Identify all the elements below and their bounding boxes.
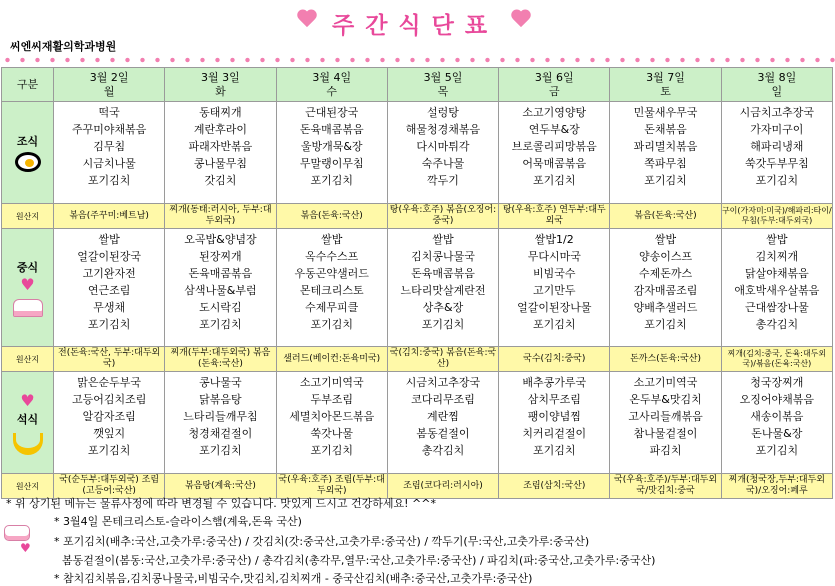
menu-cell — [387, 229, 498, 347]
menu-item: 해파리냉채 — [750, 140, 804, 153]
menu-item: 시금치고추장국 — [405, 376, 481, 389]
menu-cell — [610, 102, 721, 204]
meal-label-cell — [2, 102, 54, 204]
menu-item: 근대된장국 — [305, 106, 359, 119]
menu-item: 주꾸미야채볶음 — [71, 123, 147, 136]
origin-cell: 볶음탕(계육:국산) — [165, 474, 276, 499]
menu-item: 숙주나물 — [421, 157, 465, 170]
menu-item: 연두부&장 — [528, 123, 580, 136]
menu-item: 무생채 — [93, 301, 126, 314]
origin-cell: 찌개(두부:대두외국) 볶음(돈육:국산) — [165, 347, 276, 372]
menu-item: 새송이볶음 — [750, 410, 804, 423]
menu-item: 고등어김치조림 — [71, 393, 147, 406]
menu-item: 쌀밥 — [321, 233, 343, 246]
day-header — [610, 68, 721, 102]
origin-cell: 구이(가자미:미국)/해파리:타이/무침(두부:대두외국) — [721, 204, 832, 229]
menu-cell — [387, 372, 498, 474]
menu-item: 알감자조림 — [82, 410, 136, 423]
origin-cell: 탕(우육:호주) 연두부:대두외국 — [499, 204, 610, 229]
day-date: 3월 3일 — [201, 70, 240, 84]
meal-row — [2, 102, 833, 204]
menu-item: 배추콩가루국 — [522, 376, 587, 389]
menu-item: 시금치고추장국 — [739, 106, 815, 119]
menu-item: 쌀밥 — [766, 233, 788, 246]
menu-item: 민물새우무국 — [633, 106, 698, 119]
menu-item: 해물청경채볶음 — [405, 123, 481, 136]
menu-cell — [610, 372, 721, 474]
note-line: * 참치김치볶음,김치콩나물국,비빔국수,맛김치,김치찌개 - 중국산김치(배추:중국산,고춧가루:중국산) — [54, 572, 533, 585]
menu-item: 포기김치 — [199, 318, 242, 331]
menu-item: 동태찌개 — [199, 106, 242, 119]
meal-label-cell — [2, 229, 54, 347]
menu-item: 옥수수스프 — [305, 250, 359, 263]
menu-cell — [387, 102, 498, 204]
origin-label: 원산지 — [2, 474, 54, 499]
menu-item: 소고기미역국 — [299, 376, 364, 389]
menu-item: 콩나물무침 — [193, 157, 247, 170]
menu-item: 수제돈까스 — [638, 267, 693, 280]
menu-item: 쑥갓나물 — [310, 427, 353, 440]
menu-item: 느타리맛살계란전 — [400, 284, 486, 297]
weekly-menu-table — [1, 67, 833, 499]
menu-item: 근대쌈장나물 — [744, 301, 809, 314]
menu-item: 된장찌개 — [199, 250, 242, 263]
day-date: 3월 6일 — [534, 70, 574, 84]
menu-cell — [165, 372, 276, 474]
day-date: 3월 4일 — [312, 70, 352, 84]
origin-cell: 조림(삼치:국산) — [499, 474, 610, 499]
menu-item: 쑥갓두부무침 — [744, 157, 809, 170]
menu-cell — [54, 229, 165, 347]
origin-cell: 국(순두부:대두외국) 조림(고등어:국산) — [54, 474, 165, 499]
menu-item: 양배추샐러드 — [633, 301, 698, 314]
origin-row — [2, 347, 833, 372]
menu-item: 쌀밥1/2 — [534, 233, 574, 246]
heart-icon: ♥ — [20, 390, 35, 410]
menu-item: 세멸치아몬드볶음 — [289, 410, 375, 423]
banana-icon — [13, 433, 43, 455]
menu-cell — [721, 102, 832, 204]
menu-item: 포기김치 — [87, 318, 131, 331]
menu-item: 청국장찌개 — [750, 376, 804, 389]
meal-row — [2, 229, 833, 347]
menu-item: 수제무피클 — [305, 301, 359, 314]
menu-cell — [276, 229, 387, 347]
origin-cell: 찌개(청국장,두부:대두외국)/오징어:페루 — [721, 474, 832, 499]
menu-item: 김치콩나물국 — [411, 250, 475, 263]
menu-item: 온두부&맛김치 — [629, 393, 702, 406]
menu-item: 도시락김 — [199, 301, 242, 314]
menu-item: 김치찌개 — [755, 250, 799, 263]
menu-item: 코다리무조림 — [411, 393, 475, 406]
page-title: 주간식단표 — [332, 13, 499, 39]
origin-cell: 볶음(주꾸미:베트남) — [54, 204, 165, 229]
menu-item: 돈육매콤볶음 — [188, 267, 253, 280]
origin-cell: 샐러드(베이컨:돈육미국) — [276, 347, 387, 372]
day-header — [499, 68, 610, 102]
day-header — [387, 68, 498, 102]
menu-item: 소고기미역국 — [633, 376, 698, 389]
menu-item: 치커리겉절이 — [522, 427, 587, 440]
day-weekday: 목 — [437, 84, 449, 98]
origin-cell: 전(돈육:국산, 두부:대두외국) — [54, 347, 165, 372]
origin-label: 원산지 — [2, 347, 54, 372]
heart-icon — [510, 10, 532, 30]
menu-item: 총각김치 — [421, 444, 465, 457]
menu-item: 쌀밥 — [654, 233, 677, 246]
menu-cell — [499, 372, 610, 474]
day-date: 3월 2일 — [89, 70, 129, 84]
menu-item: 느타리들깨무침 — [183, 410, 258, 423]
menu-item: 쌀밥 — [432, 233, 454, 246]
origin-cell: 국(우육:호주)/두부:대두외국/맛김치:중국 — [610, 474, 721, 499]
menu-item: 연근조림 — [87, 284, 131, 297]
note-line: 봄동겉절이(봄동:국산,고춧가루:중국산) / 총각김치(총각무,열무:국산,고춧가루:중국산) / 파김치(파:중국산,고춧가루:중국산) — [62, 554, 656, 567]
menu-item: 콩나물국 — [199, 376, 242, 389]
heart-icon: ♥ — [20, 541, 31, 555]
day-date: 3월 7일 — [646, 70, 685, 84]
day-weekday: 금 — [548, 84, 560, 98]
origin-cell: 찌개(김치:중국, 돈육:대두외국)/볶음(돈육:국산) — [721, 347, 832, 372]
menu-item: 깍두기 — [427, 174, 459, 187]
menu-cell — [276, 102, 387, 204]
corner-label: 구분 — [2, 68, 54, 102]
note-line: * 3월4일 몬테크리스토-슬라이스햄(계육,돈육 국산) — [54, 515, 302, 528]
menu-item: 시금치나물 — [82, 157, 136, 170]
menu-item: 깻잎지 — [93, 427, 126, 440]
menu-cell — [721, 372, 832, 474]
menu-item: 오곡밥&양념장 — [184, 233, 257, 246]
menu-item: 소고기영양탕 — [522, 106, 587, 119]
origin-cell: 국수(김치:중국) — [499, 347, 610, 372]
origin-cell: 돈까스(돈육:국산) — [610, 347, 721, 372]
dotted-divider — [0, 55, 835, 65]
menu-item: 돈나물&장 — [751, 427, 803, 440]
menu-item: 얼갈이된장국 — [77, 250, 142, 263]
menu-item: 포기김치 — [644, 318, 687, 331]
menu-item: 돈육매콤볶음 — [299, 123, 364, 136]
menu-item: 파래자반볶음 — [188, 140, 253, 153]
menu-item: 쪽파무침 — [644, 157, 687, 170]
origin-cell: 볶음(돈육:국산) — [276, 204, 387, 229]
day-header — [276, 68, 387, 102]
menu-item: 우동곤약샐러드 — [294, 267, 369, 280]
menu-item: 김무침 — [93, 140, 126, 153]
menu-item: 다시마튀각 — [416, 140, 470, 153]
cake-icon — [4, 525, 30, 541]
menu-item: 포기김치 — [533, 174, 576, 187]
menu-item: 포기김치 — [310, 174, 353, 187]
menu-item: 얼갈이된장나물 — [517, 301, 592, 314]
menu-item: 쌀밥 — [98, 233, 120, 246]
menu-item: 몬테크리스토 — [299, 284, 364, 297]
menu-item: 삼치무조림 — [527, 393, 581, 406]
origin-cell: 국(김치:중국) 볶음(돈육:국산) — [387, 347, 498, 372]
menu-item: 고기만두 — [533, 284, 576, 297]
menu-item: 파김치 — [649, 444, 682, 457]
menu-item: 꽈리멸치볶음 — [633, 140, 698, 153]
menu-cell — [276, 372, 387, 474]
origin-label: 원산지 — [2, 204, 54, 229]
menu-item: 포기김치 — [644, 174, 687, 187]
note-line: * 포기김치(배추:국산,고춧가루:중국산) / 갓김치(갓:중국산,고춧가루:중국산) / 깍두기(무:국산,고춧가루:중국산) — [54, 535, 590, 548]
menu-item: 참나물겉절이 — [633, 427, 698, 440]
menu-item: 봄동겉절이 — [416, 427, 470, 440]
hospital-name: 씨엔씨재활의학과병원 — [10, 40, 117, 53]
menu-item: 포기김치 — [310, 318, 353, 331]
menu-item: 닭살야채볶음 — [744, 267, 809, 280]
fried-egg-icon — [15, 152, 41, 172]
menu-item: 맑은순두부국 — [77, 376, 142, 389]
menu-item: 포기김치 — [421, 318, 465, 331]
menu-cell — [499, 102, 610, 204]
menu-item: 브로콜리피망볶음 — [511, 140, 597, 153]
menu-item: 두부조림 — [310, 393, 353, 406]
menu-item: 울방개묵&장 — [300, 140, 363, 153]
day-date: 3월 5일 — [423, 70, 463, 84]
cake-icon — [13, 299, 43, 317]
title-area — [0, 2, 835, 38]
note-line: * 위 상기된 메뉴는 물류사정에 따라 변경될 수 있습니다. 맛있게 드시고 건강하세요! ^^* — [6, 497, 436, 510]
day-weekday: 월 — [103, 84, 115, 98]
meal-label-cell — [2, 372, 54, 474]
menu-item: 고사리들깨볶음 — [628, 410, 703, 423]
menu-cell — [721, 229, 832, 347]
origin-cell: 조림(코다리:러시아) — [387, 474, 498, 499]
menu-item: 오징어야채볶음 — [739, 393, 815, 406]
menu-item: 비빔국수 — [533, 267, 576, 280]
menu-item: 가자미구이 — [750, 123, 804, 136]
menu-item: 삼색나물&부럼 — [184, 284, 257, 297]
heart-icon — [296, 10, 318, 30]
menu-item: 애호박새우살볶음 — [734, 284, 820, 297]
day-weekday: 수 — [326, 84, 338, 98]
menu-item: 돈채볶음 — [644, 123, 687, 136]
day-weekday: 일 — [771, 84, 783, 98]
header-row — [2, 68, 833, 102]
menu-item: 설렁탕 — [427, 106, 459, 119]
menu-item: 계란찜 — [427, 410, 459, 423]
origin-cell: 국(우육:호주) 조림(두부:대두외국) — [276, 474, 387, 499]
menu-item: 무말랭이무침 — [299, 157, 364, 170]
origin-cell: 찌개(동태:러시아, 두부:대두외국) — [165, 204, 276, 229]
menu-item: 감자매콤조림 — [633, 284, 698, 297]
meal-label: 중식 — [16, 260, 39, 274]
origin-cell: 탕(우육:호주) 볶음(오징어:중국) — [387, 204, 498, 229]
menu-item: 포기김치 — [533, 318, 576, 331]
menu-item: 포기김치 — [533, 444, 576, 457]
day-header — [54, 68, 165, 102]
menu-item: 포기김치 — [755, 444, 799, 457]
heart-icon: ♥ — [20, 274, 35, 294]
menu-item: 갓김치 — [204, 174, 237, 187]
menu-item: 총각김치 — [755, 318, 799, 331]
day-date: 3월 8일 — [757, 70, 797, 84]
menu-item: 무다시마국 — [527, 250, 581, 263]
menu-cell — [54, 372, 165, 474]
menu-cell — [610, 229, 721, 347]
menu-item: 떡국 — [98, 106, 120, 119]
menu-item: 포기김치 — [199, 444, 242, 457]
menu-item: 고기완자전 — [82, 267, 136, 280]
day-header — [721, 68, 832, 102]
menu-item: 포기김치 — [87, 444, 131, 457]
menu-item: 팽이양념찜 — [527, 410, 581, 423]
menu-item: 포기김치 — [755, 174, 799, 187]
menu-cell — [499, 229, 610, 347]
menu-item: 돈육매콤볶음 — [411, 267, 475, 280]
menu-item: 포기김치 — [310, 444, 353, 457]
menu-cell — [54, 102, 165, 204]
origin-cell: 볶음(돈육:국산) — [610, 204, 721, 229]
meal-label: 석식 — [16, 412, 39, 426]
day-weekday: 화 — [215, 84, 226, 98]
menu-item: 어묵매콤볶음 — [522, 157, 587, 170]
day-weekday: 토 — [660, 84, 671, 98]
meal-label: 조식 — [16, 135, 39, 148]
menu-item: 청경채겉절이 — [188, 427, 253, 440]
menu-item: 포기김치 — [87, 174, 131, 187]
day-header — [165, 68, 276, 102]
meal-row — [2, 372, 833, 474]
menu-item: 상추&장 — [422, 301, 464, 314]
menu-item: 닭볶음탕 — [199, 393, 242, 406]
menu-item: 계란후라이 — [193, 123, 247, 136]
menu-cell — [165, 229, 276, 347]
menu-cell — [165, 102, 276, 204]
menu-item: 양송이스프 — [638, 250, 693, 263]
origin-row — [2, 204, 833, 229]
